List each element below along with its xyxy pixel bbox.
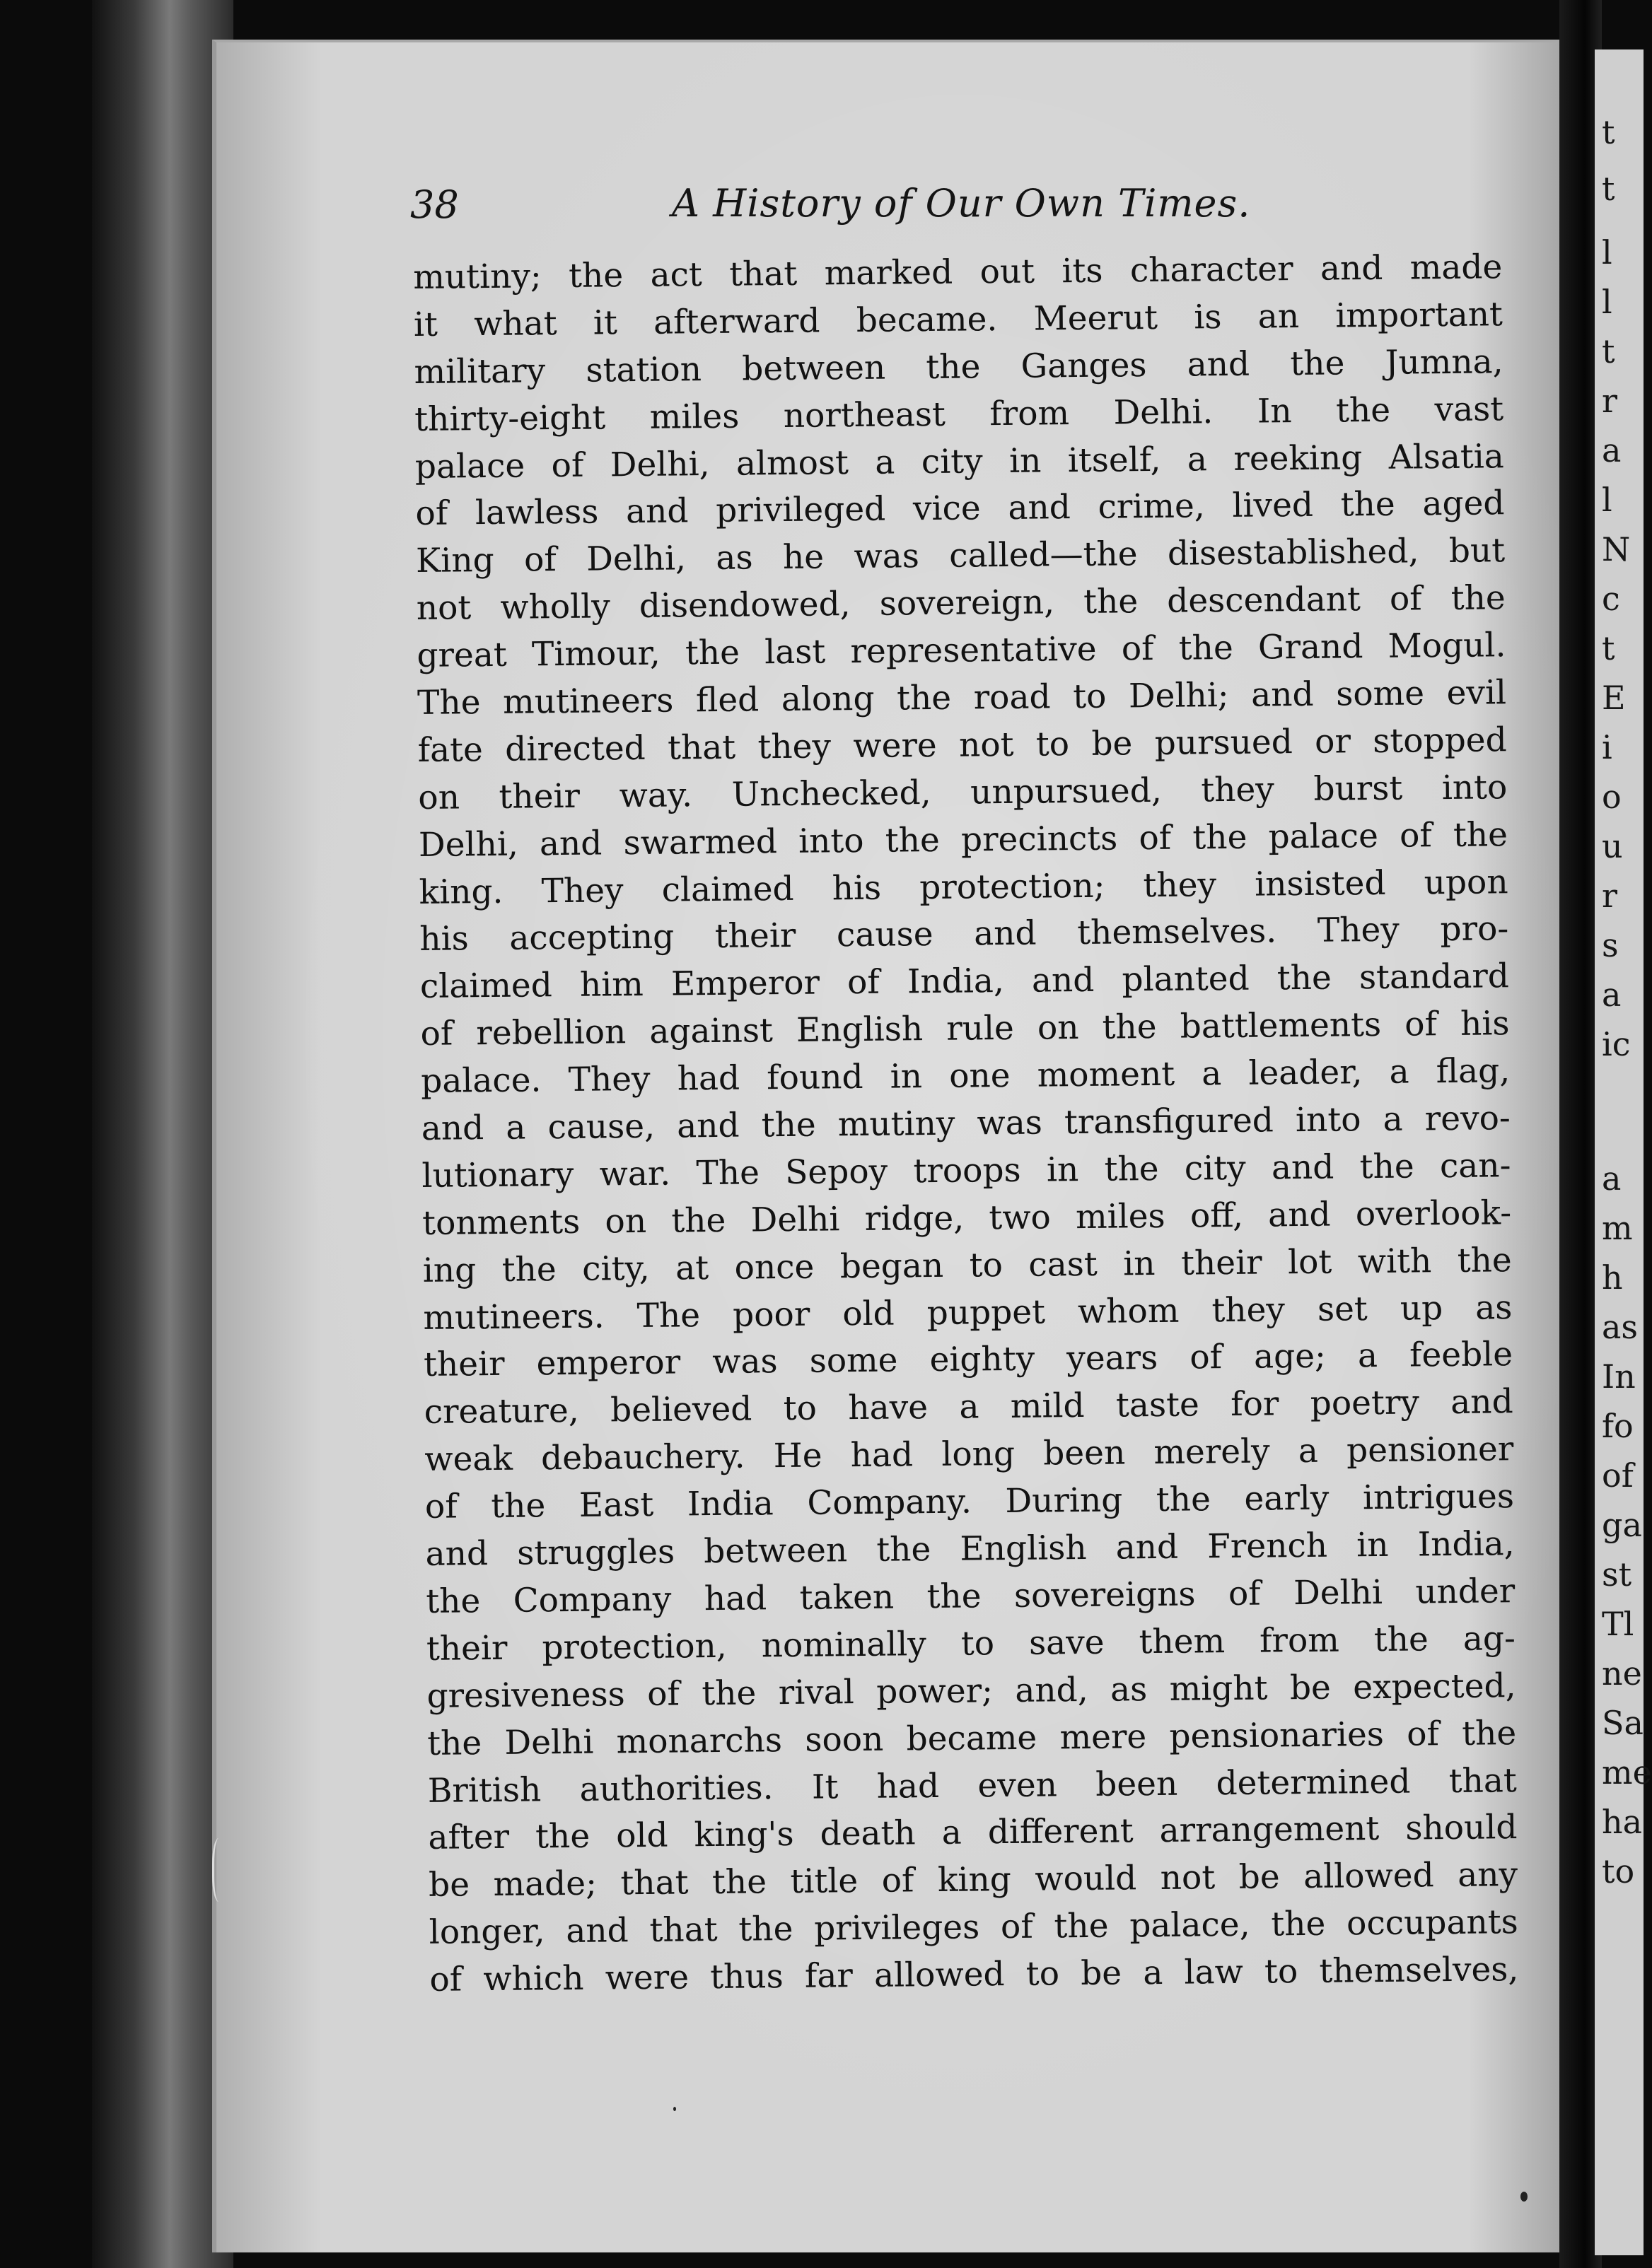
text-line: longer, and that the privileges of the palace, the occupants	[429, 1902, 1518, 1953]
adjacent-page-fragment: of	[1602, 1456, 1634, 1495]
scan-speck	[1520, 2192, 1528, 2202]
scan-speck	[673, 2107, 676, 2111]
text-line: lutionary war. The Sepoy troops in the city and the can-	[421, 1146, 1511, 1196]
adjacent-page-fragment: r	[1602, 382, 1617, 420]
adjacent-page-fragment: me	[1602, 1753, 1652, 1791]
text-line: weak debauchery. He had long been merely a pensioner	[424, 1430, 1514, 1480]
adjacent-page-fragment: E	[1602, 679, 1626, 717]
text-line: on their way. Unchecked, unpursued, they burst into	[418, 767, 1508, 817]
adjacent-page-fragment: u	[1602, 827, 1623, 865]
text-line: of which were thus far allowed to be a law to themselves,	[429, 1950, 1519, 1999]
text-line: of lawless and privileged vice and crime, lived the aged	[415, 484, 1505, 534]
adjacent-page-fragment: r	[1602, 877, 1617, 915]
running-head	[410, 175, 1252, 239]
text-line: and struggles between the English and French in India,	[425, 1524, 1515, 1574]
adjacent-page-fragment: ic	[1602, 1025, 1631, 1063]
adjacent-page-fragment: t	[1602, 629, 1615, 667]
body-text	[413, 244, 1519, 2004]
text-line: be made; that the title of king would not be allowed any	[428, 1855, 1518, 1905]
adjacent-page-fragment: m	[1602, 1209, 1633, 1247]
adjacent-page-fragment: as	[1602, 1308, 1639, 1346]
adjacent-page-fragment: l	[1602, 233, 1612, 271]
text-line: fate directed that they were not to be pursued or stopped	[417, 720, 1507, 770]
text-line: of rebellion against English rule on the battlements of his	[420, 1004, 1510, 1054]
adjacent-page-fragment: o	[1602, 778, 1622, 816]
adjacent-page-fragment: ne	[1602, 1654, 1642, 1693]
text-line: creature, believed to have a mild taste for poetry and	[424, 1382, 1513, 1432]
text-line: king. They claimed his protection; they insisted upon	[419, 862, 1508, 912]
text-line: military station between the Ganges and the Jumna,	[414, 341, 1503, 392]
text-line: it what it afterward became. Meerut is an important	[413, 295, 1503, 344]
adjacent-page-fragment: t	[1602, 113, 1615, 151]
text-line: their emperor was some eighty years of age; a feeble	[423, 1335, 1513, 1385]
adjacent-page-fragment: to	[1602, 1852, 1635, 1890]
running-title: A History of Our Own Times.	[672, 181, 1251, 226]
adjacent-page-sliver	[1595, 49, 1652, 2255]
text-line: his accepting their cause and themselves. They pro-	[419, 909, 1509, 959]
adjacent-page-fragment: ga	[1602, 1506, 1642, 1544]
text-line: British authorities. It had even been determined that	[427, 1760, 1518, 1811]
text-line: mutiny; the act that marked out its character and made	[413, 247, 1503, 297]
text-line: Delhi, and swarmed into the precincts of the palace of the	[418, 814, 1508, 865]
text-line: claimed him Emperor of India, and planted the standard	[419, 957, 1510, 1007]
adjacent-page-fragment: s	[1602, 926, 1619, 964]
text-line: palace of Delhi, almost a city in itself, a reeking Alsatia	[414, 436, 1505, 486]
adjacent-page-fragment: Tl	[1602, 1605, 1634, 1643]
text-line: palace. They had found in one moment a leader, a flag,	[420, 1051, 1511, 1101]
text-line: after the old king's death a different arrangement should	[428, 1808, 1518, 1858]
adjacent-page-fragment: a	[1602, 431, 1622, 469]
adjacent-page-fragment: fo	[1602, 1407, 1634, 1445]
text-line: gresiveness of the rival power; and, as might be expected,	[426, 1666, 1516, 1716]
text-line: the Company had taken the sovereigns of Delhi under	[426, 1572, 1516, 1621]
scan-scratch	[212, 1838, 228, 1902]
adjacent-page-fragment: t	[1602, 332, 1615, 370]
text-line: tonments on the Delhi ridge, two miles off, and overlook-	[421, 1193, 1512, 1243]
text-line: their protection, nominally to save them from the ag-	[426, 1618, 1516, 1668]
adjacent-page-fragment: c	[1602, 580, 1620, 618]
text-line: The mutineers fled along the road to Delhi; and some evil	[417, 673, 1507, 723]
adjacent-page-fragment: st	[1602, 1555, 1632, 1594]
adjacent-page-fragment: i	[1602, 728, 1612, 766]
adjacent-page-fragment: a	[1602, 976, 1622, 1014]
adjacent-page-fragment: h	[1602, 1258, 1623, 1297]
adjacent-page-fragment: l	[1602, 481, 1612, 519]
text-line: not wholly disendowed, sovereign, the descendant of the	[416, 578, 1506, 629]
text-line: King of Delhi, as he was called—the disestablished, but	[415, 531, 1506, 581]
text-line: ing the city, at once began to cast in their lot with the	[422, 1240, 1512, 1290]
adjacent-page-fragment: ha	[1602, 1803, 1643, 1841]
text-line: the Delhi monarchs soon became mere pensionaries of the	[426, 1713, 1517, 1763]
adjacent-page-fragment: l	[1602, 283, 1612, 321]
text-line: great Timour, the last representative of the Grand Mogul.	[417, 626, 1506, 676]
adjacent-page-fragment: Sa	[1602, 1704, 1644, 1742]
adjacent-page-fragment: N	[1602, 530, 1631, 568]
text-line: of the East India Company. During the early intrigues	[424, 1477, 1515, 1527]
adjacent-page-fragment: t	[1602, 170, 1615, 208]
page-number: 38	[410, 182, 459, 227]
text-line: mutineers. The poor old puppet whom they set up as	[423, 1287, 1513, 1338]
adjacent-page-fragment: In	[1602, 1357, 1636, 1396]
text-line: and a cause, and the mutiny was transfigured into a revo-	[421, 1099, 1511, 1148]
text-line: thirty-eight miles northeast from Delhi. In the vast	[414, 389, 1504, 439]
adjacent-page-fragment: a	[1602, 1159, 1622, 1198]
